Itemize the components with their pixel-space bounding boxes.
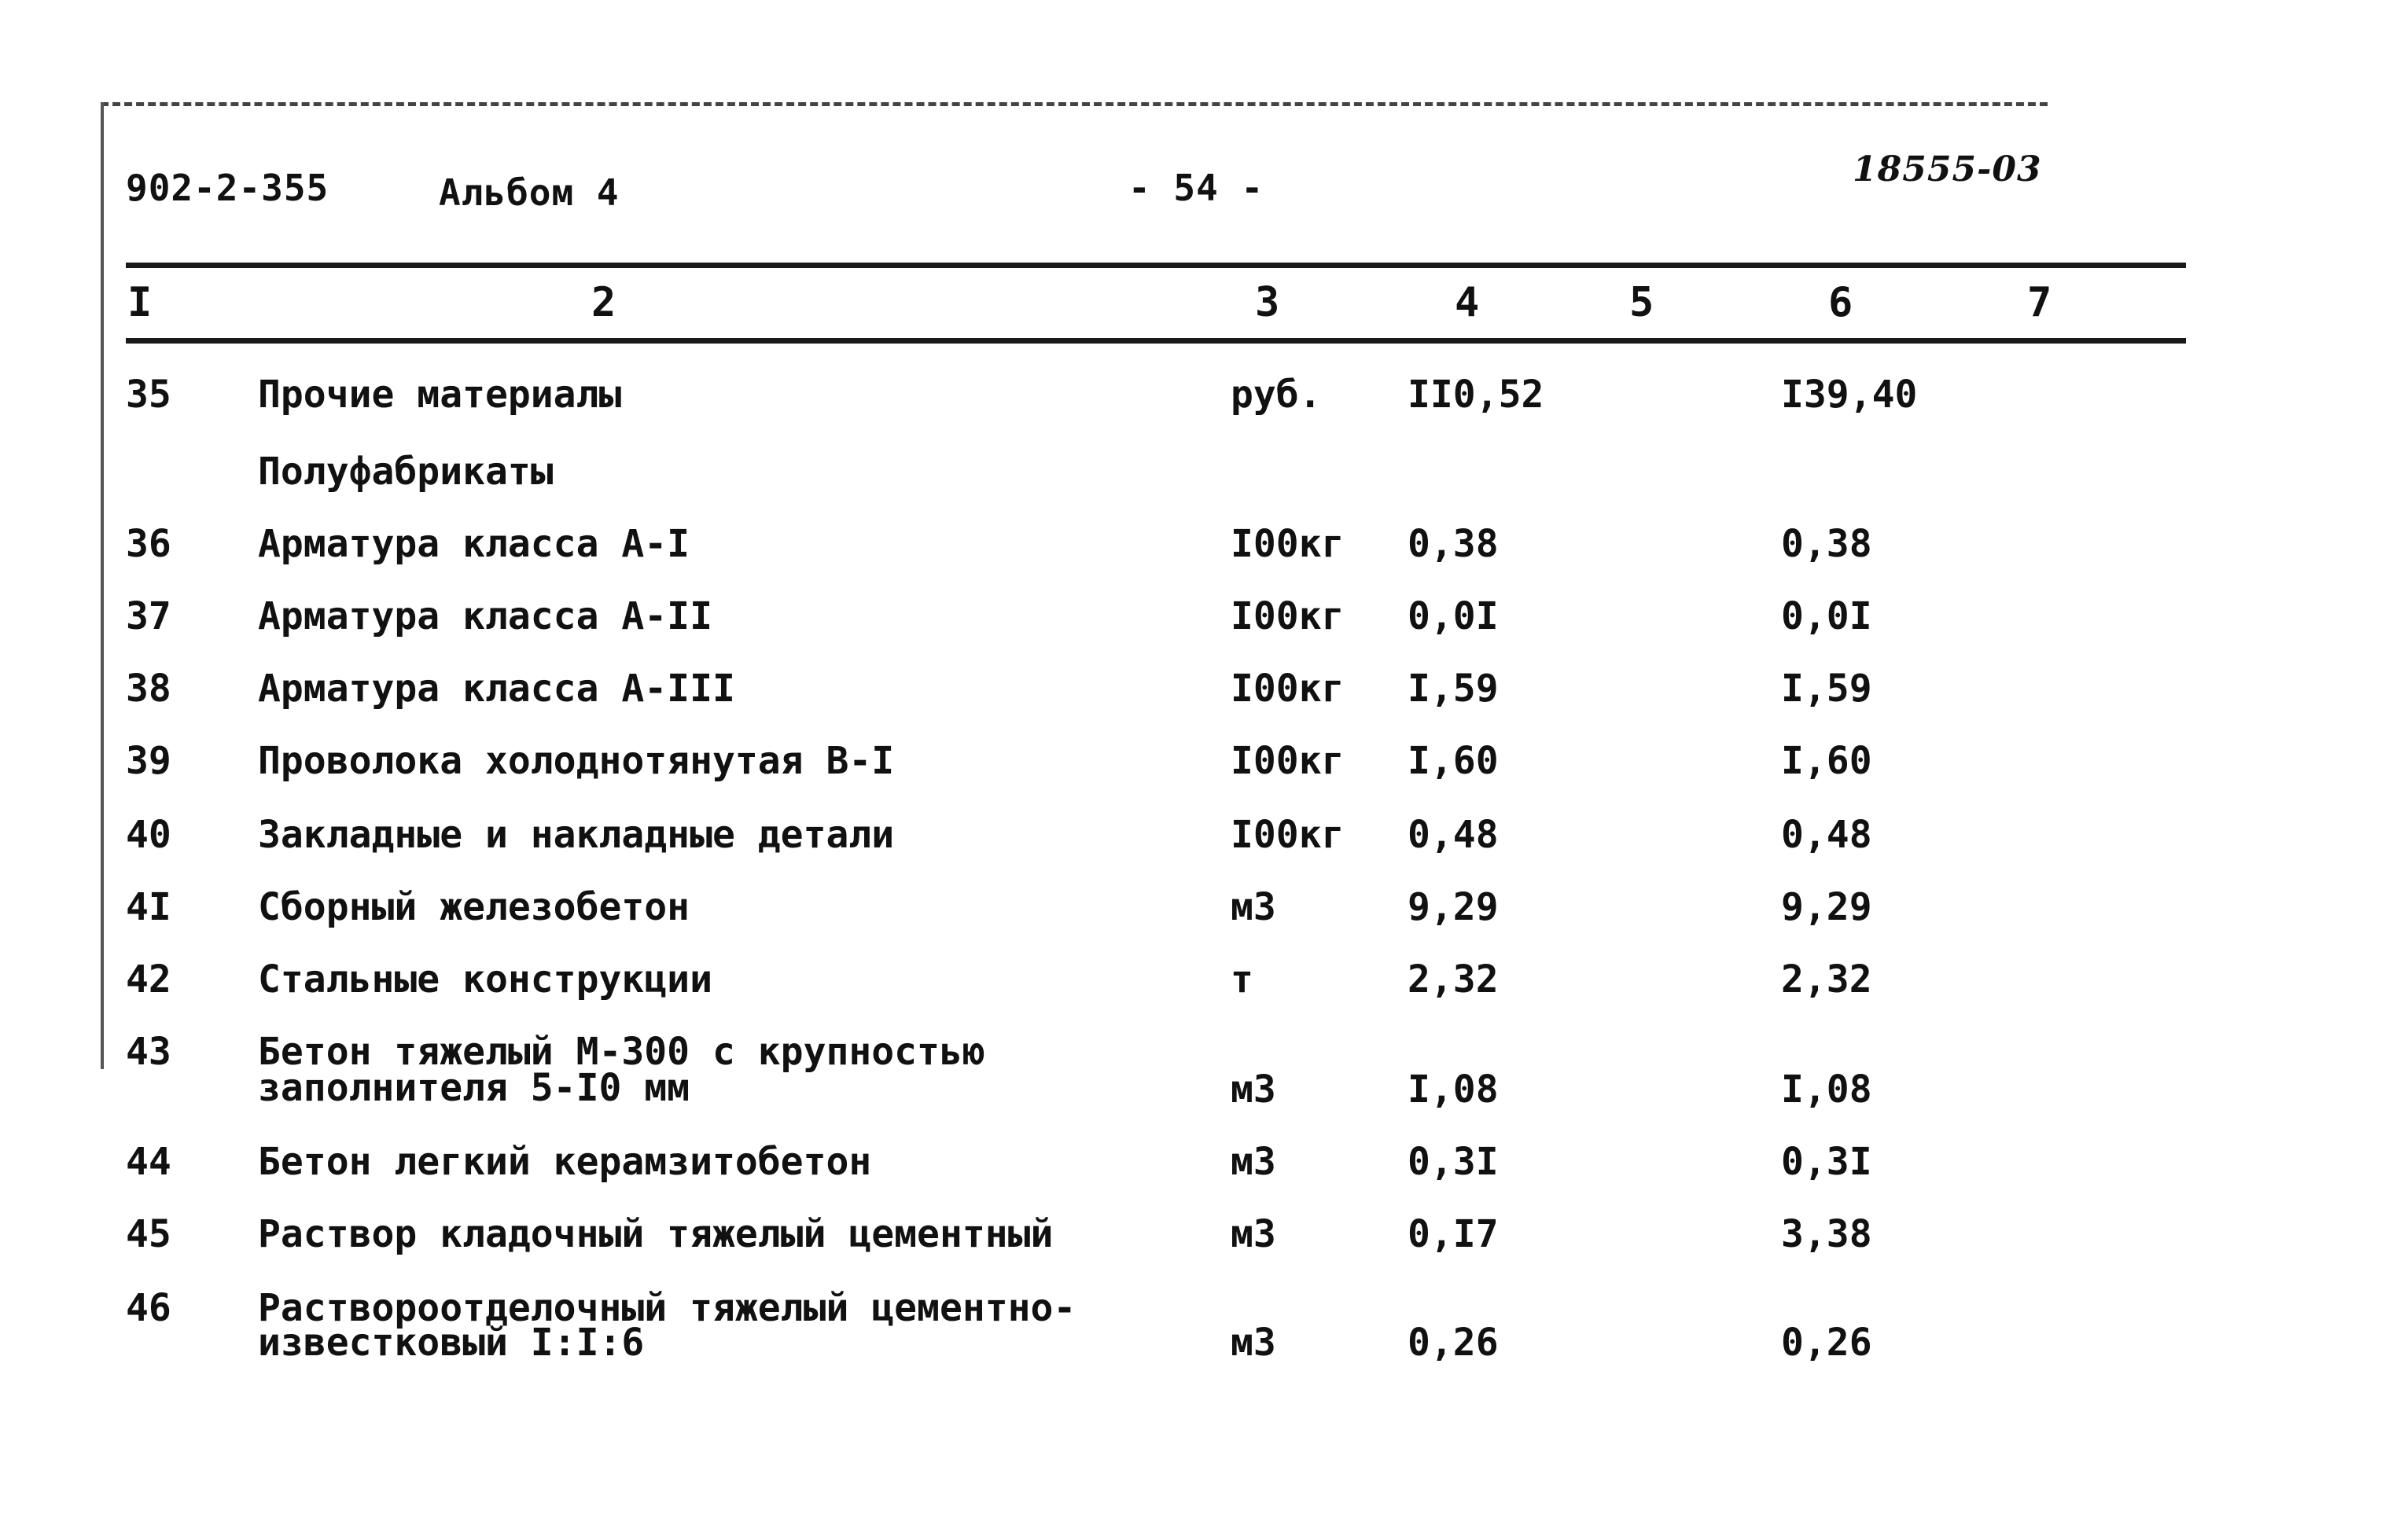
item-value-col6: 2,32 (1781, 957, 1872, 1002)
item-value-col6: I,60 (1781, 739, 1872, 783)
item-value-col4: 2,32 (1408, 957, 1499, 1002)
item-name: Арматура класса А-II (258, 594, 712, 638)
item-name: Сборный железобетон (258, 885, 690, 929)
item-value-col4: 0,26 (1408, 1321, 1499, 1365)
item-name: Закладные и накладные детали (258, 813, 895, 857)
item-unit: I00кг (1231, 594, 1345, 638)
item-unit: I00кг (1231, 813, 1345, 857)
item-name: Проволока холоднотянутая В-I (258, 739, 895, 783)
item-name: Арматура класса А-III (258, 667, 735, 711)
item-name: Стальные конструкции (258, 957, 712, 1002)
item-value-col4: 0,38 (1408, 522, 1499, 566)
item-value-col6: 9,29 (1781, 885, 1872, 929)
item-unit: м3 (1231, 1212, 1276, 1256)
item-value-col6: I39,40 (1781, 373, 1918, 417)
item-unit: I00кг (1231, 667, 1345, 711)
row-number: 38 (126, 667, 171, 711)
item-value-col6: I,08 (1781, 1068, 1872, 1112)
item-name: Арматура класса А-I (258, 522, 690, 566)
header-rule (126, 263, 2186, 268)
item-unit: I00кг (1231, 739, 1345, 783)
item-value-col4: I,60 (1408, 739, 1499, 783)
row-number: 37 (126, 594, 171, 638)
item-value-col4: 0,I7 (1408, 1212, 1499, 1256)
item-value-col6: 0,38 (1781, 522, 1872, 566)
column-number-3: 3 (1255, 279, 1280, 326)
item-name: Раствор кладочный тяжелый цементный (258, 1212, 1054, 1256)
item-name: Бетон легкий керамзитобетон (258, 1140, 872, 1184)
item-value-col6: 0,3I (1781, 1140, 1872, 1184)
item-unit: руб. (1231, 373, 1322, 417)
item-unit: м3 (1231, 1321, 1276, 1365)
row-number: 43 (126, 1030, 171, 1074)
item-name: Прочие материалы (258, 373, 622, 417)
row-number: 35 (126, 373, 171, 417)
column-number-2: 2 (591, 279, 616, 326)
item-value-col4: 9,29 (1408, 885, 1499, 929)
handwritten-reference: 18555-03 (1853, 149, 2042, 189)
item-unit: т (1231, 957, 1253, 1002)
row-number: 46 (126, 1286, 171, 1330)
column-number-1: I (127, 279, 153, 326)
item-name: Раствороотделочный тяжелый цементно- (258, 1286, 1076, 1330)
item-name: Бетон тяжелый М-300 с крупностью (258, 1030, 985, 1074)
column-number-4: 4 (1455, 279, 1480, 326)
column-number-6: 6 (1828, 279, 1853, 326)
row-number: 40 (126, 813, 171, 857)
page-number: - 54 - (1128, 167, 1264, 209)
item-unit: м3 (1231, 885, 1276, 929)
item-value-col6: 0,48 (1781, 813, 1872, 857)
item-value-col6: I,59 (1781, 667, 1872, 711)
item-value-col6: 0,0I (1781, 594, 1872, 638)
album-label: Альбом 4 (439, 171, 620, 214)
section-heading: Полуфабрикаты (258, 450, 554, 494)
item-unit: I00кг (1231, 522, 1345, 566)
item-value-col6: 0,26 (1781, 1321, 1872, 1365)
item-value-col4: II0,52 (1408, 373, 1544, 417)
row-number: 4I (126, 885, 171, 929)
item-value-col6: 3,38 (1781, 1212, 1872, 1256)
item-name-continuation: заполнителя 5-I0 мм (258, 1066, 690, 1110)
row-number: 44 (126, 1140, 171, 1184)
item-name-continuation: известковый I:I:6 (258, 1321, 645, 1365)
item-unit: м3 (1231, 1140, 1276, 1184)
frame-top-line (101, 102, 2048, 106)
frame-left-line (101, 102, 104, 1069)
column-number-5: 5 (1629, 279, 1654, 326)
item-value-col4: I,08 (1408, 1068, 1499, 1112)
column-header-rule (126, 338, 2186, 344)
item-value-col4: 0,0I (1408, 594, 1499, 638)
document-code: 902-2-355 (126, 167, 329, 209)
row-number: 39 (126, 739, 171, 783)
item-value-col4: 0,3I (1408, 1140, 1499, 1184)
row-number: 36 (126, 522, 171, 566)
row-number: 45 (126, 1212, 171, 1256)
item-value-col4: 0,48 (1408, 813, 1499, 857)
column-number-7: 7 (2027, 279, 2052, 326)
row-number: 42 (126, 957, 171, 1002)
item-value-col4: I,59 (1408, 667, 1499, 711)
item-unit: м3 (1231, 1068, 1276, 1112)
